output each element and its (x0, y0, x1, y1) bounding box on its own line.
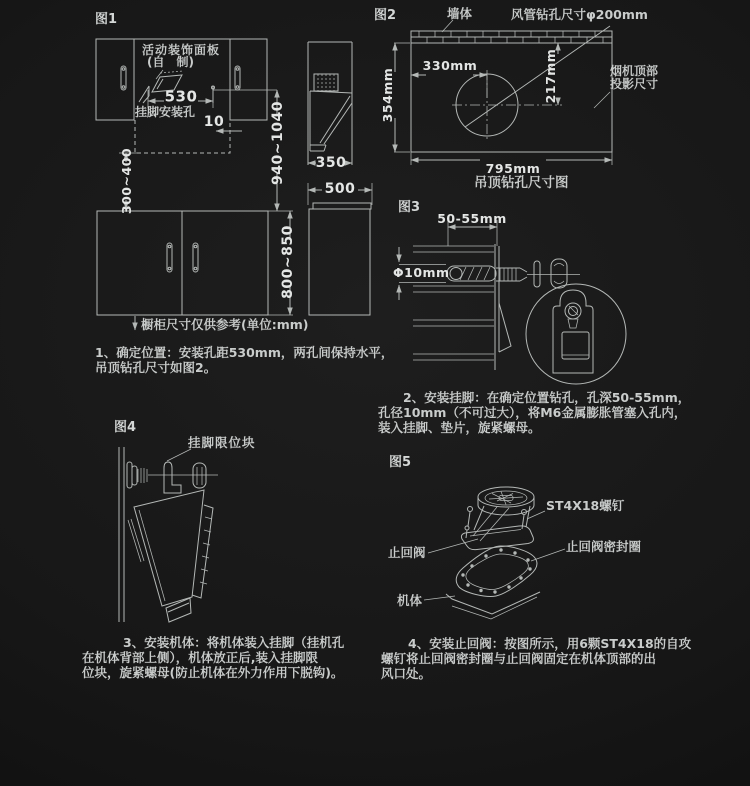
fig5-body-label: 机体 (397, 593, 423, 608)
step3-line2: 在机体背部上侧），机体放正后,装入挂脚限 (82, 650, 318, 665)
fig1-dim-800-850: 800~850 (279, 225, 296, 299)
fig5-label: 图5 (389, 455, 412, 470)
fig2-projection-line1: 烟机顶部 (610, 64, 659, 78)
fig3-dim-phi10: Φ10mm (393, 265, 450, 280)
step1-line2: 吊顶钻孔尺寸如图2。 (95, 360, 217, 375)
fig1-dim-300-400: 300~400 (118, 147, 134, 215)
fig1-hook-hole-label: 挂脚安装孔 (135, 105, 196, 119)
fig3-label: 图3 (398, 200, 421, 215)
fig4-drawing (119, 447, 218, 622)
fig2-dim-330: 330mm (422, 57, 478, 73)
step4-line1: 4、安装止回阀：按图所示，用6颗ST4X18的自攻 (408, 636, 692, 651)
step4-line2: 螺钉将止回阀密封圈与止回阀固定在机体顶部的出 (381, 651, 657, 666)
fig4-label: 图4 (114, 420, 137, 435)
fig1-panel-note-line2: (自 制) (147, 55, 194, 69)
step2-line1: 2、安装挂脚：在确定位置钻孔，孔深50-55mm， (403, 390, 691, 405)
fig4-limit-block-label: 挂脚限位块 (188, 435, 256, 450)
fig3-drawing (399, 220, 626, 384)
fig2-dim-217: 217mm (542, 48, 558, 104)
step3-line3: 位块，旋紧螺母(防止机体在外力作用下脱钩)。 (82, 665, 344, 680)
fig1-dim-940-1040: 940~1040 (269, 101, 286, 185)
fig1-panel-note-line1: 活动装饰面板 (142, 43, 221, 57)
fig3-dim-50-55: 50-55mm (437, 210, 507, 226)
fig2-duct-hole-label: 风管钻孔尺寸φ200mm (511, 7, 648, 22)
fig1-dim-530: 530 (164, 87, 198, 106)
fig5-drawing (424, 487, 565, 619)
step1-line1: 1、确定位置：安装孔距530mm，两孔间保持水平， (95, 345, 394, 360)
fig2-wall-label: 墙体 (447, 6, 473, 21)
fig1-cabinet-note: 橱柜尺寸仅供参考(单位:mm) (141, 317, 309, 332)
fig1-dim-500: 500 (324, 180, 356, 197)
fig5-screw-label: ST4X18螺钉 (546, 498, 625, 513)
fig1-dim-350: 350 (315, 154, 347, 171)
step4-line3: 风口处。 (381, 666, 432, 681)
fig2-drawing (394, 20, 612, 165)
step2-line3: 装入挂脚、垫片，旋紧螺母。 (378, 420, 541, 435)
fig2-dim-795: 795mm (485, 160, 541, 176)
fig2-title: 吊顶钻孔尺寸图 (474, 175, 569, 191)
fig2-dim-354: 354mm (379, 67, 395, 123)
fig2-projection-line2: 投影尺寸 (610, 77, 659, 91)
fig1-dim-10: 10 (203, 113, 225, 130)
fig1-label: 图1 (95, 12, 118, 27)
step2-line2: 孔径10mm（不可过大），将M6金属膨胀管塞入孔内， (378, 405, 687, 420)
fig2-label: 图2 (374, 8, 397, 23)
fig5-seal-ring-label: 止回阀密封圈 (566, 539, 642, 554)
fig5-check-valve-label: 止回阀 (388, 545, 426, 560)
step3-line1: 3、安装机体：将机体装入挂脚（挂机孔 (123, 635, 345, 650)
